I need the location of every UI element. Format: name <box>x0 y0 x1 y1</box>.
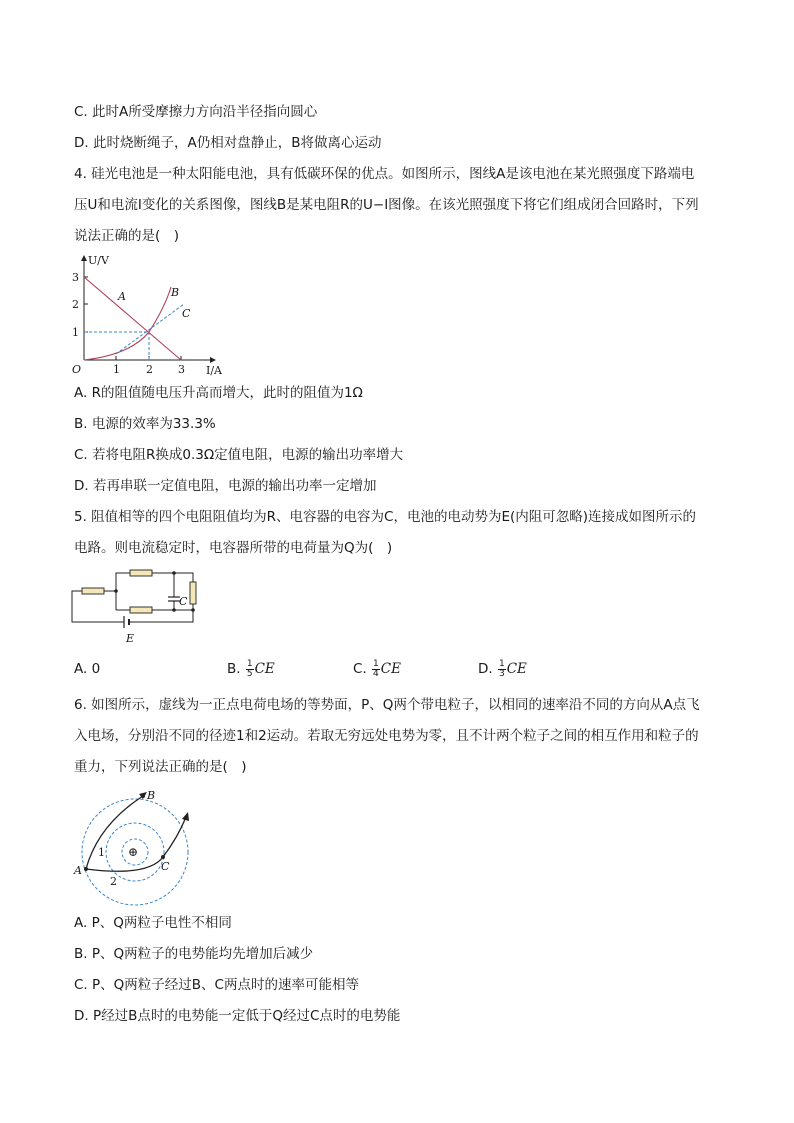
q5-option-a: A. 0 <box>74 661 101 677</box>
x-tick-2: 2 <box>146 363 153 376</box>
q4-stem-line2: 压U和电流I变化的关系图像，图线B是某电阻R的U−I图像。在该光照强度下将它们组成闭合回路时，下列 <box>74 197 699 213</box>
q4-option-c: C. 若将电阻R换成0.3Ω定值电阻，电源的输出功率增大 <box>74 447 404 463</box>
positive-charge: ⊕ <box>128 845 139 859</box>
q6-stem-line3: 重力，下列说法正确的是( ) <box>74 759 247 775</box>
resistor-4 <box>190 582 196 604</box>
q4-option-b: B. 电源的效率为33.3% <box>74 416 216 432</box>
y-tick-3: 3 <box>72 271 79 284</box>
resistor-3 <box>130 607 152 613</box>
y-tick-1: 1 <box>72 326 79 339</box>
x-tick-1: 1 <box>113 363 120 376</box>
point-b-label: B <box>147 789 156 802</box>
point-c-label: C <box>161 860 170 873</box>
q5-stem-line2: 电路。则电流稳定时，电容器所带的电荷量为Q为( ) <box>74 540 393 556</box>
curve-a-label: A <box>118 290 126 303</box>
q4-stem-line3: 说法正确的是( ) <box>74 228 180 244</box>
curve-b-label: B <box>171 286 180 299</box>
resistor-2 <box>130 570 152 576</box>
resistor-1 <box>82 588 104 594</box>
q6-option-b: B. P、Q两粒子的电势能均先增加后减少 <box>74 946 314 962</box>
q5-circuit-diagram <box>68 564 208 646</box>
origin-label: O <box>72 363 82 376</box>
q4-option-d: D. 若再串联一定值电阻，电源的输出功率一定增加 <box>74 478 377 494</box>
line-c <box>116 304 184 354</box>
q6-option-c: C. P、Q两粒子经过B、C两点时的速率可能相等 <box>74 977 359 993</box>
x-axis-label: I/A <box>206 364 222 377</box>
q3-option-d: D. 此时烧断绳子，A仍相对盘静止，B将做离心运动 <box>74 135 382 151</box>
q6-stem-line1: 6. 如图所示，虚线为一正点电荷电场的等势面，P、Q两个带电粒子，以相同的速率沿不同的方向从A点飞 <box>74 697 700 713</box>
q5-option-b: B. $\frac{1}{5}$ CE <box>227 658 275 679</box>
line-c-label: C <box>182 307 191 320</box>
x-tick-3: 3 <box>178 363 185 376</box>
q6-stem-line2: 入电场，分别沿不同的径迹1和2运动。若取无穷远处电势为零，且不计两个粒子之间的相互作用和粒子的 <box>74 728 699 744</box>
q6-equipotential-diagram <box>68 785 208 895</box>
curve-a <box>84 277 181 360</box>
q4-option-a: A. R的阻值随电压升高而增大，此时的阻值为1Ω <box>74 385 363 401</box>
point-a-label: A <box>74 864 82 877</box>
q6-option-d: D. P经过B点时的电势能一定低于Q经过C点时的电势能 <box>74 1008 401 1024</box>
y-axis-label: U/V <box>88 254 109 267</box>
q4-ui-graph <box>70 252 220 377</box>
path-1-label: 1 <box>98 846 105 859</box>
battery-label: E <box>126 632 135 645</box>
q6-option-a: A. P、Q两粒子电性不相同 <box>74 915 232 931</box>
capacitor-label: C <box>179 595 188 608</box>
path-2-label: 2 <box>110 875 117 888</box>
q3-option-c: C. 此时A所受摩擦力方向沿半径指向圆心 <box>74 104 318 120</box>
y-tick-2: 2 <box>72 298 79 311</box>
q4-stem-line1: 4. 硅光电池是一种太阳能电池，具有低碳环保的优点。如图所示，图线A是该电池在某光照强度下路端电 <box>74 166 695 182</box>
q5-option-d: D. $\frac{1}{3}$ CE <box>478 658 527 679</box>
q5-option-c: C. $\frac{1}{4}$ CE <box>353 658 401 679</box>
q5-stem-line1: 5. 阻值相等的四个电阻阻值均为R、电容器的电容为C，电池的电动势为E(内阻可忽略)连接成如图所示的 <box>74 509 697 525</box>
